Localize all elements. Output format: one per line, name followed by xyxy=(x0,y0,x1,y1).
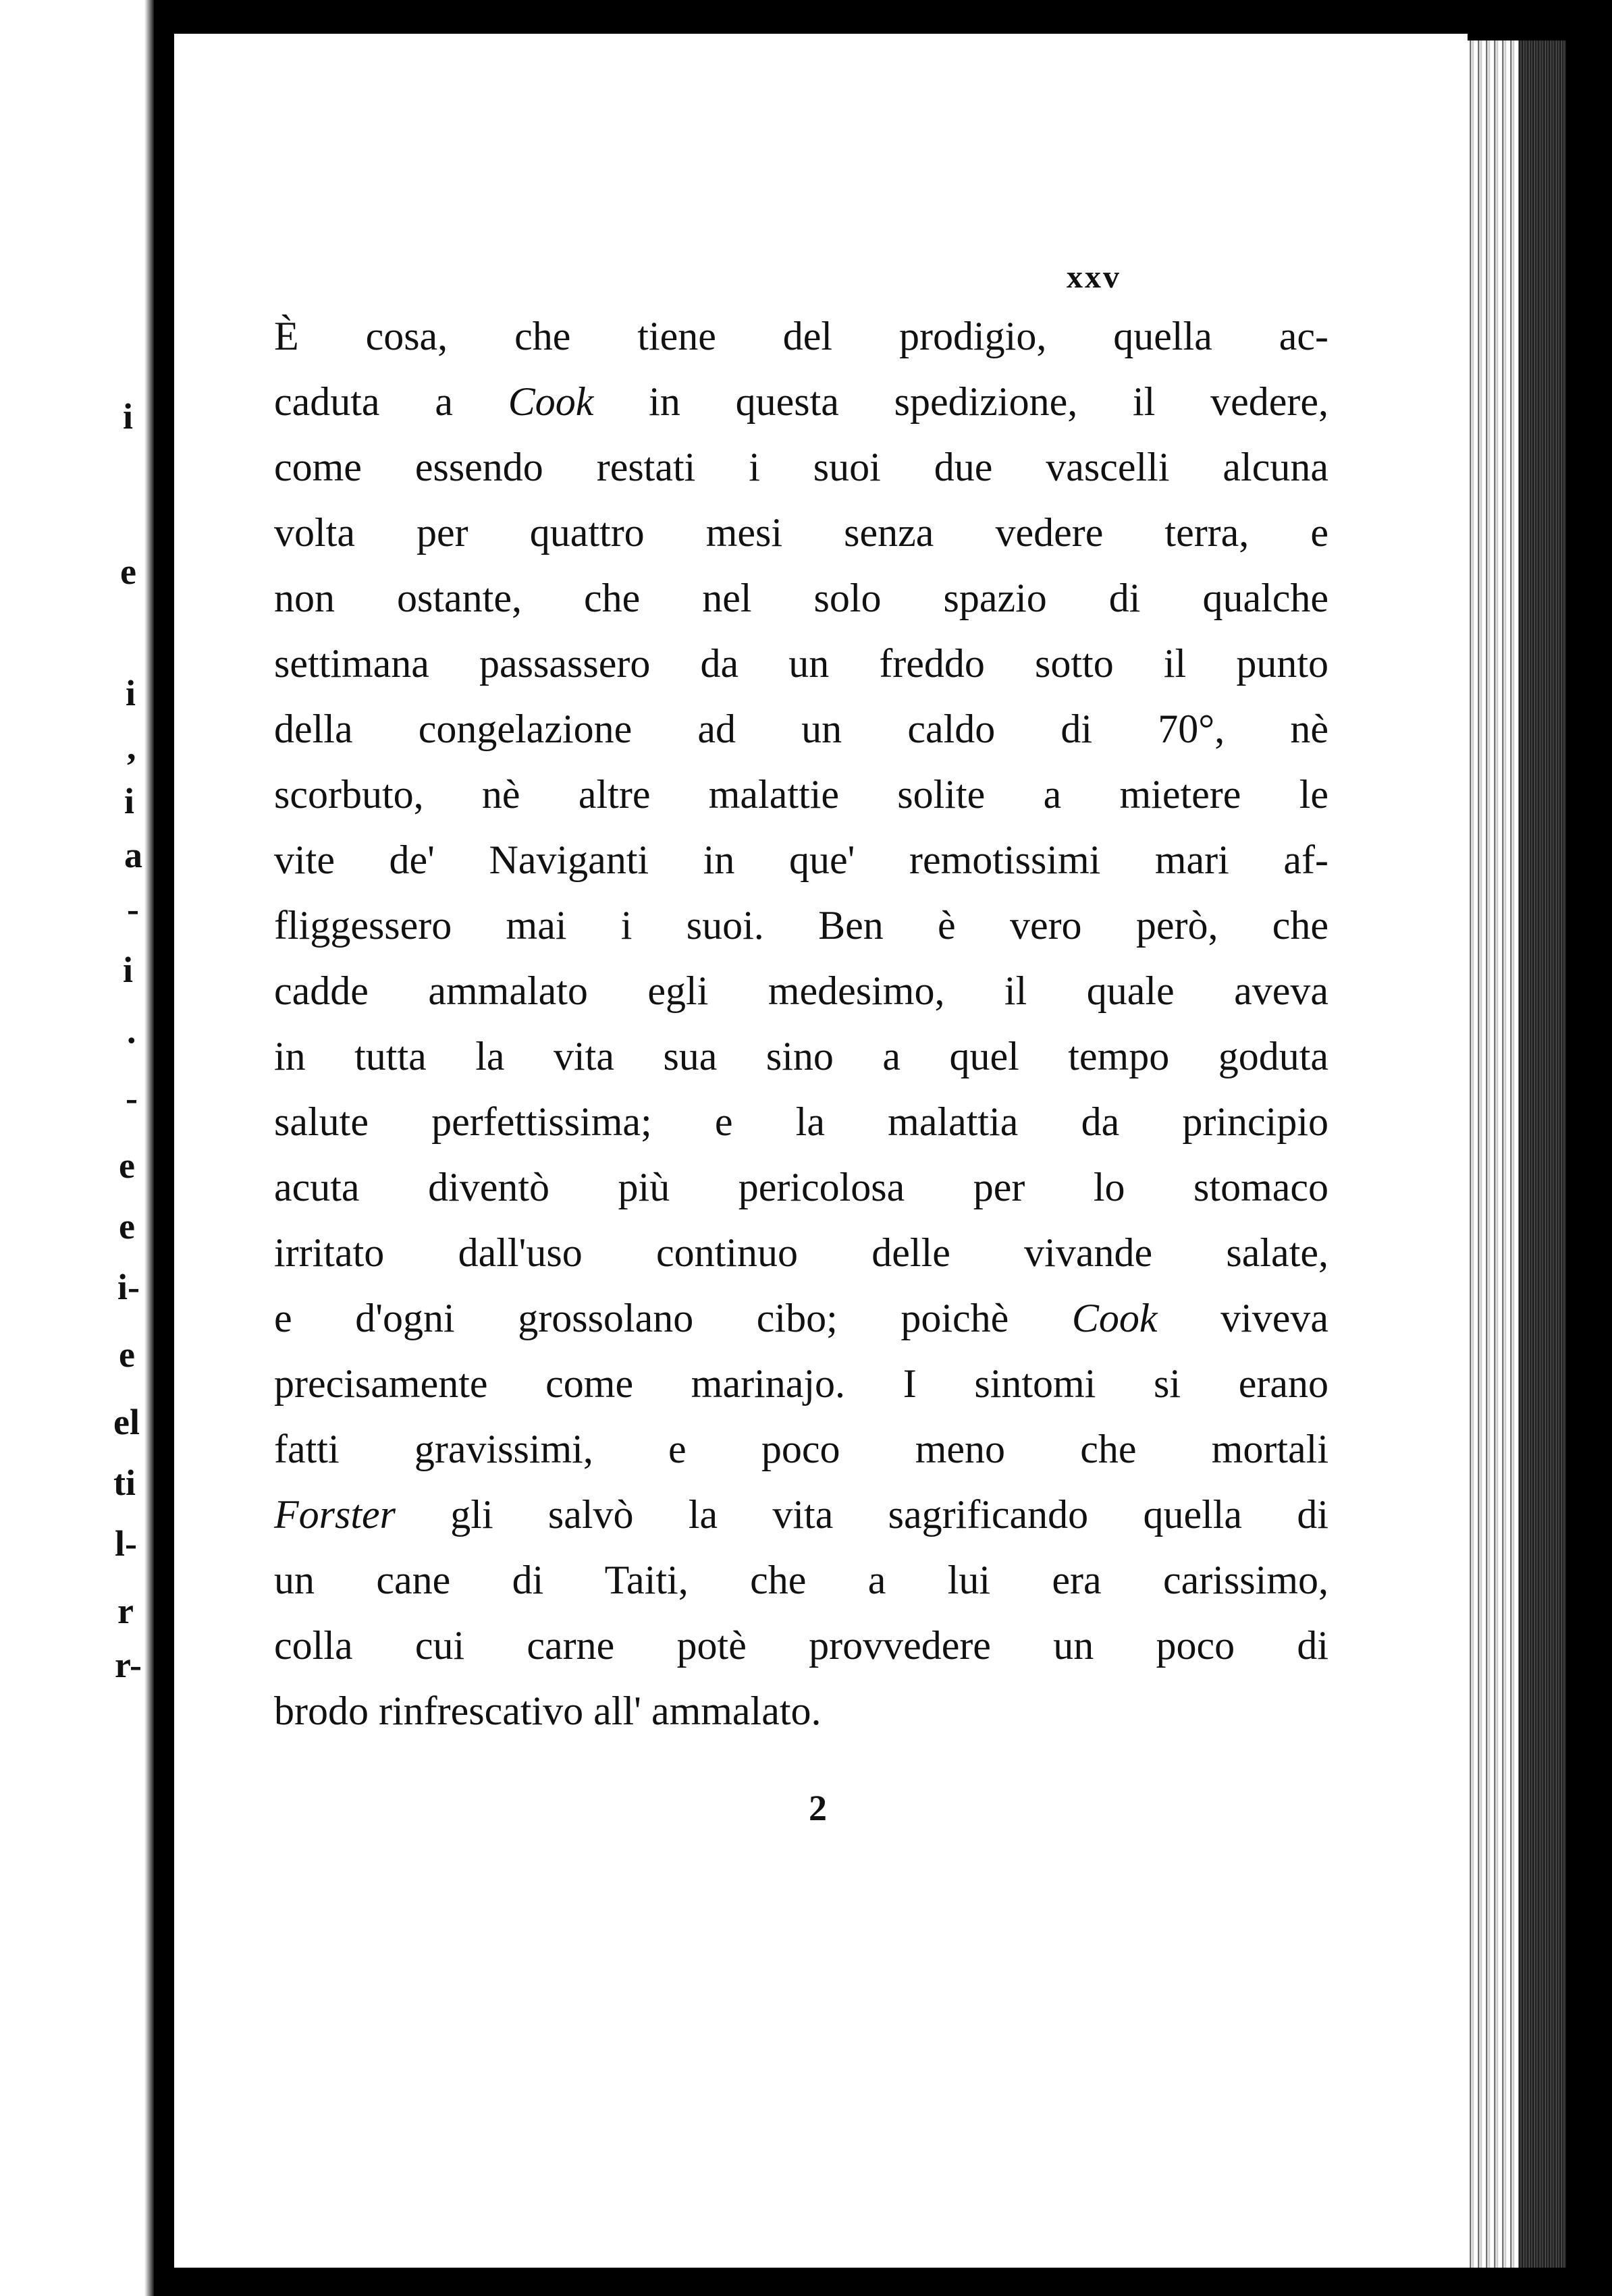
text-segment: acuta diventò più pericolosa per lo stomaco xyxy=(274,1165,1328,1209)
text-segment: cadde ammalato egli medesimo, il quale aveva xyxy=(274,968,1328,1013)
text-segment: fatti gravissimi, e poco meno che mortali xyxy=(274,1427,1328,1471)
margin-fragment: e xyxy=(119,1145,135,1186)
margin-fragment: el xyxy=(113,1402,140,1442)
text-segment: irritato dall'uso continuo delle vivande salate, xyxy=(274,1230,1328,1275)
text-line xyxy=(274,369,1328,435)
margin-fragment: e xyxy=(119,1206,135,1247)
text-segment: precisamente come marinajo. I sintomi si erano xyxy=(274,1361,1328,1406)
body-text xyxy=(274,304,1328,1744)
text-segment: volta per quattro mesi senza vedere terra, e xyxy=(274,510,1328,555)
text-segment: non ostante, che nel solo spazio di qualche xyxy=(274,576,1328,620)
italic-name: Cook xyxy=(508,379,594,424)
text-line xyxy=(274,1548,1328,1613)
text-line xyxy=(274,1417,1328,1482)
margin-fragment: - xyxy=(127,889,139,929)
text-line xyxy=(274,631,1328,696)
margin-fragment: i xyxy=(124,781,135,821)
margin-fragment: . xyxy=(127,1010,136,1051)
text-line xyxy=(274,566,1328,631)
text-segment: gli salvò la vita sagrificando quella di xyxy=(396,1492,1328,1537)
text-segment: in questa spedizione, il vedere, xyxy=(593,379,1328,424)
text-segment: viveva xyxy=(1157,1296,1328,1340)
text-line xyxy=(274,1220,1328,1286)
text-line xyxy=(274,893,1328,958)
text-segment: settimana passassero da un freddo sotto il punto xyxy=(274,641,1328,686)
text-line xyxy=(274,1286,1328,1351)
text-segment: della congelazione ad un caldo di 70°, nè xyxy=(274,707,1328,751)
book-gutter xyxy=(144,0,154,2296)
text-segment: brodo rinfrescativo all' ammalato. xyxy=(274,1689,822,1733)
page-edges xyxy=(1458,40,1566,2268)
margin-fragment: - xyxy=(126,1078,138,1118)
text-line xyxy=(274,435,1328,500)
text-segment: vite de' Naviganti in que' remotissimi mari af- xyxy=(274,838,1328,882)
margin-fragment: a xyxy=(124,835,142,875)
left-facing-page xyxy=(0,0,154,2296)
text-line xyxy=(274,958,1328,1024)
margin-fragment: i- xyxy=(117,1267,140,1307)
margin-fragment: e xyxy=(119,1334,135,1375)
page-number-header: xxv xyxy=(1067,259,1121,295)
text-line xyxy=(274,1482,1328,1548)
text-line xyxy=(274,1089,1328,1155)
text-segment: in tutta la vita sua sino a quel tempo goduta xyxy=(274,1034,1328,1078)
text-line xyxy=(274,304,1328,369)
text-line xyxy=(274,1024,1328,1089)
margin-fragment: i xyxy=(123,950,134,990)
margin-fragment: r xyxy=(117,1591,134,1631)
margin-fragment: r- xyxy=(115,1645,142,1685)
text-line xyxy=(274,500,1328,566)
text-line xyxy=(274,696,1328,762)
margin-fragment: , xyxy=(127,727,136,767)
text-line xyxy=(274,1678,1328,1744)
text-segment: come essendo restati i suoi due vascelli alcuna xyxy=(274,445,1328,489)
text-segment: salute perfettissima; e la malattia da principio xyxy=(274,1099,1328,1144)
text-line xyxy=(274,1351,1328,1417)
page-edges-shadow xyxy=(1519,40,1566,2268)
margin-fragment: ti xyxy=(113,1463,136,1503)
margin-fragment: l- xyxy=(115,1523,137,1564)
text-line xyxy=(274,1155,1328,1220)
text-segment: colla cui carne potè provvedere un poco di xyxy=(274,1623,1328,1668)
text-segment: È cosa, che tiene del prodigio, quella ac- xyxy=(274,314,1328,358)
text-line xyxy=(274,762,1328,827)
margin-fragment: i xyxy=(123,396,134,437)
book-page xyxy=(174,34,1468,2268)
text-line xyxy=(274,827,1328,893)
margin-fragment: i xyxy=(126,673,136,713)
signature-mark: 2 xyxy=(809,1788,827,1828)
text-segment: scorbuto, nè altre malattie solite a mietere le xyxy=(274,772,1328,817)
margin-fragment: e xyxy=(120,551,136,592)
text-segment: un cane di Taiti, che a lui era carissimo, xyxy=(274,1558,1328,1602)
italic-name: Forster xyxy=(274,1492,396,1537)
text-segment: caduta a xyxy=(274,379,508,424)
italic-name: Cook xyxy=(1071,1296,1158,1340)
left-margin-fragments xyxy=(0,0,154,2296)
text-segment: e d'ogni grossolano cibo; poichè xyxy=(274,1296,1072,1340)
text-line xyxy=(274,1613,1328,1678)
text-segment: fliggessero mai i suoi. Ben è vero però, che xyxy=(274,903,1328,948)
